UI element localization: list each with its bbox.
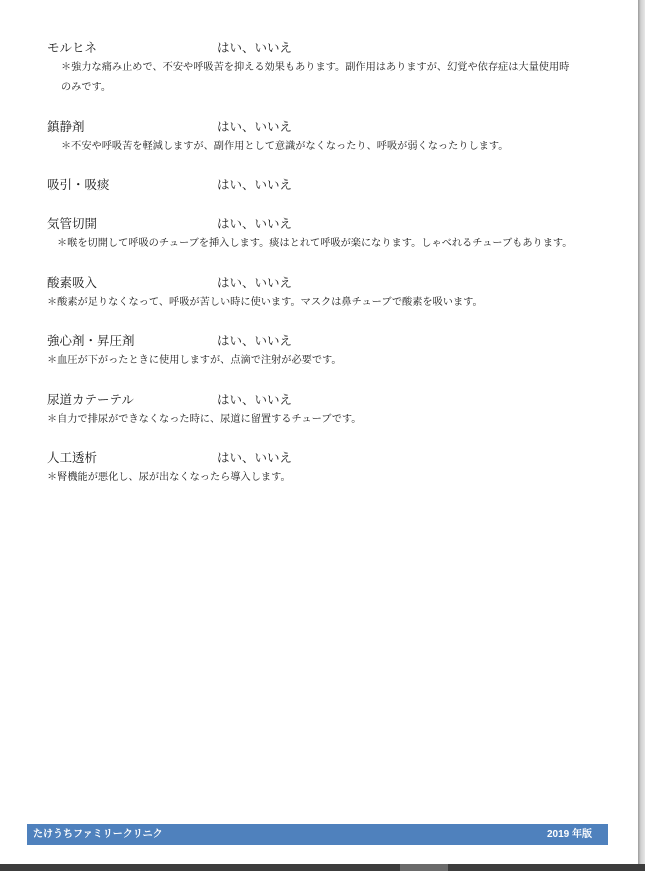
- treatment-title: 人工透析: [47, 450, 98, 465]
- treatment-note: ＊腎機能が悪化し、尿が出なくなったら導入します。: [47, 472, 291, 483]
- treatment-title: モルヒネ: [47, 40, 98, 55]
- treatment-title: 尿道カテーテル: [47, 392, 134, 407]
- yes-no-options: はい、いいえ: [217, 275, 293, 290]
- treatment-item-morphine: [47, 39, 617, 98]
- treatment-title: 吸引・吸痰: [47, 177, 110, 192]
- treatment-note: ＊喉を切開して呼吸のチューブを挿入します。痰はとれて呼吸が楽になります。しゃべれるチューブもあります。: [57, 238, 573, 249]
- treatment-note: ＊不安や呼吸苦を軽減しますが、副作用として意識がなくなったり、呼吸が弱くなったりします。: [61, 141, 509, 152]
- treatment-title: 気管切開: [47, 216, 98, 231]
- yes-no-options: はい、いいえ: [217, 216, 293, 231]
- treatment-item-oxygen: [47, 274, 617, 313]
- treatment-item-cardiotonic: [47, 332, 617, 371]
- scrollbar-thumb[interactable]: [400, 864, 448, 871]
- horizontal-scrollbar[interactable]: [0, 864, 645, 871]
- treatment-note: [47, 58, 617, 98]
- yes-no-options: はい、いいえ: [217, 333, 293, 348]
- footer-clinic-name: たけうちファミリークリニク: [33, 829, 163, 840]
- yes-no-options: はい、いいえ: [217, 177, 293, 192]
- treatment-item-suction: [47, 176, 617, 194]
- treatment-item-sedative: [47, 118, 617, 157]
- treatment-title: 鎮静剤: [47, 119, 85, 134]
- treatment-item-urinary-catheter: [47, 391, 617, 430]
- treatment-note: ＊自力で排尿ができなくなった時に、尿道に留置するチューブです。: [47, 414, 362, 425]
- footer-edition: 2019 年版: [546, 829, 592, 840]
- treatment-note-line-2: のみです。: [61, 82, 112, 93]
- yes-no-options: はい、いいえ: [217, 119, 293, 134]
- treatment-note: ＊酸素が足りなくなって、呼吸が苦しい時に使います。マスクは鼻チューブで酸素を吸います。: [47, 297, 483, 308]
- treatment-title: 強心剤・昇圧剤: [47, 333, 135, 348]
- treatment-item-dialysis: [47, 449, 617, 488]
- yes-no-options: はい、いいえ: [217, 392, 293, 407]
- treatment-title: 酸素吸入: [47, 275, 98, 290]
- treatment-note-line-1: ＊強力な痛み止めで、不安や呼吸苦を抑える効果もあります。副作用はありますが、幻覚や依存症は大量使用時: [61, 62, 570, 73]
- vertical-scrollbar[interactable]: [638, 0, 645, 871]
- treatment-item-tracheotomy: [47, 215, 617, 254]
- treatment-note: ＊血圧が下がったときに使用しますが、点滴で注射が必要です。: [47, 355, 342, 366]
- page-footer: [27, 824, 608, 845]
- yes-no-options: はい、いいえ: [217, 450, 293, 465]
- yes-no-options: はい、いいえ: [217, 40, 293, 55]
